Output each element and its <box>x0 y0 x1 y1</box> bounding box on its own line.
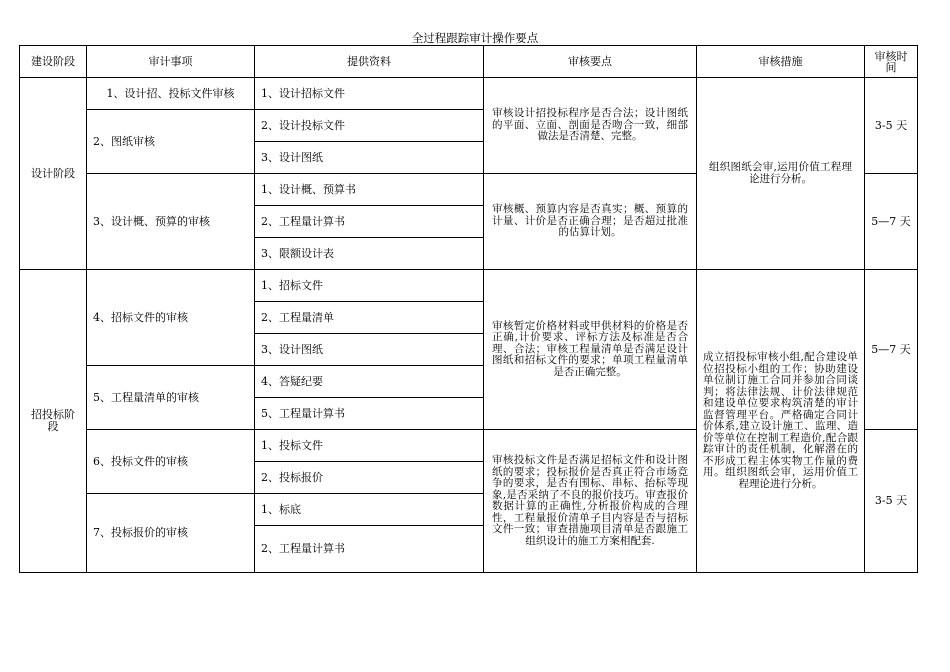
material-cell: 2、工程量清单 <box>255 302 484 334</box>
material-cell: 3、设计图纸 <box>255 334 484 366</box>
material-cell: 2、工程量计算书 <box>255 526 484 573</box>
audit-item: 2、图纸审核 <box>87 110 255 174</box>
review-points: 审核设计招投标程序是否合法；设计图纸的平面、立面、剖面是否吻合一致，细部做法是否清楚、完整。 <box>484 78 697 174</box>
material-cell: 3、限额设计表 <box>255 238 484 270</box>
audit-item: 7、投标报价的审核 <box>87 494 255 573</box>
stage-design: 设计阶段 <box>20 78 87 270</box>
review-measures: 成立招投标审核小组,配合建设单位招投标小组的工作；协助建设单位制订施工合同并参加合同谈判；将法律法规、计价法律规范和建设单位要求构筑清楚的审计监督管理平台。严格确定合同计价体系,建立设计施工、监理、造价等单位在控制工程造价,配合跟踪审计的责任机制，化解潜在的不形成工程主体实物工作量的费用。组织图纸会审，运用价值工程理论进行分析。 <box>697 270 865 573</box>
review-points: 审核投标文件是否满足招标文件和设计图纸的要求；投标报价是否真正符合市场竞争的要求，是否有围标、串标、抬标等现象,是否采纳了不良的报价技巧。审查报价数据计算的正确性,分析报价构成的合理性，工程量报价清单子目内容是否与招标文件一致；审查措施项目清单是否跟施工组织设计的施工方案相配套. <box>484 430 697 573</box>
audit-item: 4、招标文件的审核 <box>87 270 255 366</box>
audit-item: 1、设计招、投标文件审核 <box>87 78 255 110</box>
review-time: 3-5 天 <box>865 430 918 573</box>
material-cell: 1、投标文件 <box>255 430 484 462</box>
review-time: 5—7 天 <box>865 174 918 270</box>
review-measures: 组织图纸会审,运用价值工程理论进行分析。 <box>697 78 865 270</box>
material-cell: 1、标底 <box>255 494 484 526</box>
header-stage: 建设阶段 <box>20 46 87 78</box>
header-row <box>20 46 918 78</box>
review-points: 审核概、预算内容是否真实；概、预算的计量、计价是否正确合理；是否超过批准的估算计划。 <box>484 174 697 270</box>
review-time: 3-5 天 <box>865 78 918 174</box>
material-cell: 5、工程量计算书 <box>255 398 484 430</box>
material-cell: 2、设计投标文件 <box>255 110 484 142</box>
material-cell: 2、投标报价 <box>255 462 484 494</box>
audit-item: 5、工程量清单的审核 <box>87 366 255 430</box>
review-time: 5—7 天 <box>865 270 918 430</box>
header-measures: 审核措施 <box>697 46 865 78</box>
audit-table <box>19 45 918 573</box>
material-cell: 2、工程量计算书 <box>255 206 484 238</box>
header-points: 审核要点 <box>484 46 697 78</box>
header-time: 审核时间 <box>865 46 918 78</box>
table-row <box>20 78 918 110</box>
audit-item: 6、投标文件的审核 <box>87 430 255 494</box>
material-cell: 3、设计图纸 <box>255 142 484 174</box>
table-row <box>20 270 918 302</box>
document-title: 全过程跟踪审计操作要点 <box>411 31 539 45</box>
material-cell: 1、设计概、预算书 <box>255 174 484 206</box>
material-cell: 1、设计招标文件 <box>255 78 484 110</box>
material-cell: 1、招标文件 <box>255 270 484 302</box>
stage-bidding: 招投标阶段 <box>20 270 87 573</box>
header-materials: 提供资料 <box>255 46 484 78</box>
audit-item: 3、设计概、预算的审核 <box>87 174 255 270</box>
header-item: 审计事项 <box>87 46 255 78</box>
material-cell: 4、答疑纪要 <box>255 366 484 398</box>
review-points: 审核暂定价格材料或甲供材料的价格是否正确,计价要求、评标方法及标准是否合理、合法；审核工程量清单是否满足设计图纸和招标文件的要求；单项工程量清单是否正确完整。 <box>484 270 697 430</box>
